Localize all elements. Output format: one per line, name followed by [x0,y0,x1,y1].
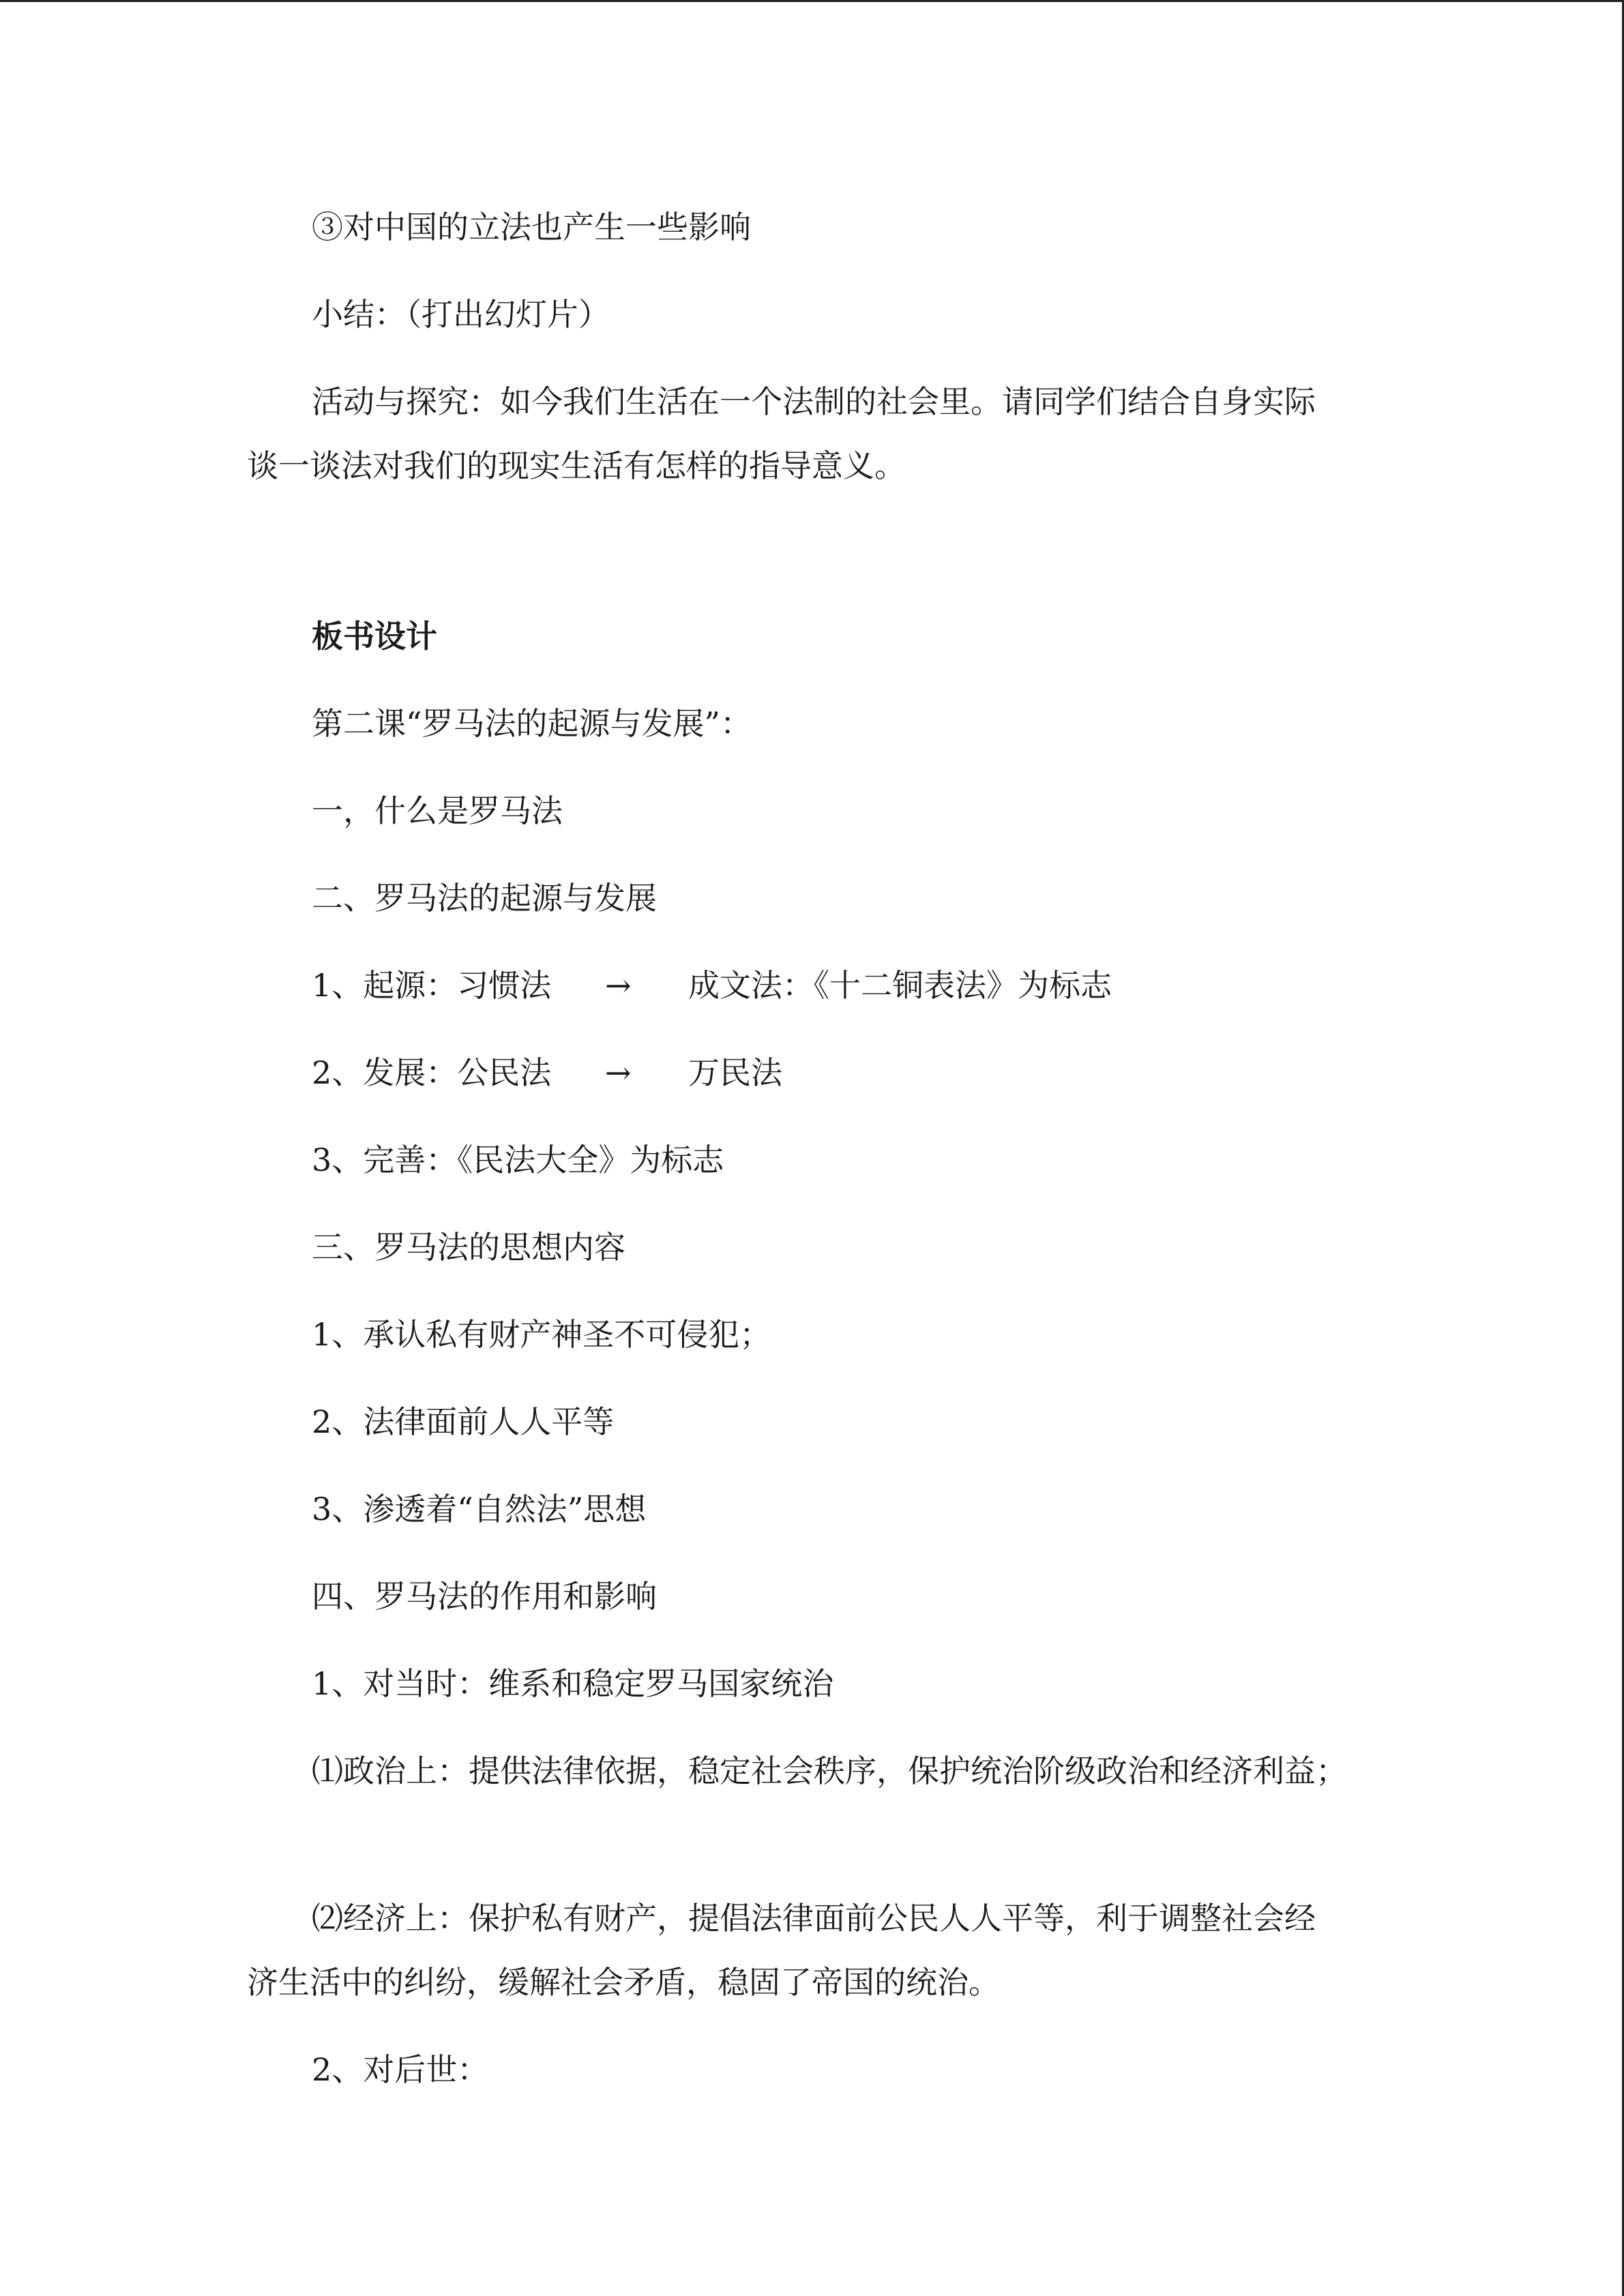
paragraph-line: 2、对后世： [312,2051,489,2088]
paragraph-line: 四、罗马法的作用和影响 [312,1578,657,1615]
paragraph-line: 三、罗马法的思想内容 [312,1229,625,1266]
arrow-icon: → [605,1054,632,1091]
paragraph-line: ③对中国的立法也产生一些影响 [312,209,751,245]
paragraph-line: 一，什么是罗马法 [312,792,563,829]
paragraph-line: 活动与探究：如今我们生活在一个法制的社会里。请同学们结合自身实际 [312,383,1316,420]
paragraph-line: 小结：（打出幻灯片） [312,296,610,333]
section-heading: 板书设计 [312,618,437,655]
line-segment: 万民法 [688,1054,782,1091]
page-top-border [0,0,1624,2]
arrow-icon: → [605,967,632,1004]
line-segment: 成文法：《十二铜表法》为标志 [688,967,1112,1004]
paragraph-line: 谈一谈法对我们的现实生活有怎样的指导意义。 [247,447,906,484]
paragraph-line: 3、完善：《民法大全》为标志 [312,1142,724,1178]
paragraph-line: 二、罗马法的起源与发展 [312,880,657,916]
paragraph-line: 3、渗透着“自然法”思想 [312,1491,647,1527]
paragraph-line: ⑵经济上：保护私有财产，提倡法律面前公民人人平等，利于调整社会经 [312,1900,1316,1937]
paragraph-line: 1、承认私有财产神圣不可侵犯； [312,1316,771,1353]
paragraph-line: ⑴政治上：提供法律依据，稳定社会秩序，保护统治阶级政治和经济利益； [312,1753,1347,1789]
paragraph-line [312,965,551,1006]
paragraph-line: 2、法律面前人人平等 [312,1403,615,1440]
paragraph-line: 济生活中的纠纷，缓解社会矛盾，稳固了帝国的统治。 [247,1964,1000,2001]
line-segment: 1、起源：习惯法 [312,967,552,1004]
paragraph-line: 第二课“罗马法的起源与发展”： [312,705,752,742]
paragraph-line: 1、对当时：维系和稳定罗马国家统治 [312,1665,834,1702]
line-segment: 2、发展：公民法 [312,1054,552,1091]
